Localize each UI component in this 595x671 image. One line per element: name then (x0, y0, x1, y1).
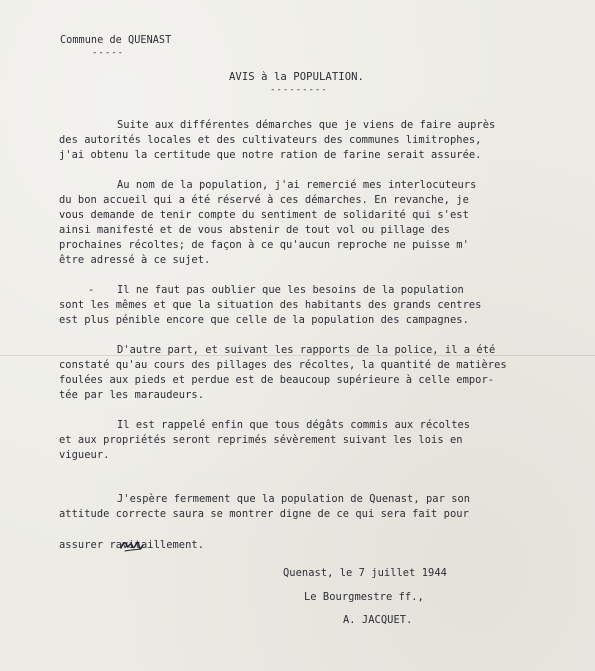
body-line: foulées aux pieds et perdue est de beaucoup supérieure à celle empor- (59, 374, 495, 386)
signatory-name: A. JACQUET. (343, 614, 413, 626)
signatory-role: Le Bourgmestre ff., (304, 591, 424, 603)
body-line: Il est rappelé enfin que tous dégâts commis aux récoltes (117, 419, 471, 431)
body-line: prochaines récoltes; de façon à ce qu'aucun reproche ne puisse m' (59, 239, 469, 251)
body-line: Suite aux différentes démarches que je viens de faire auprès (117, 119, 496, 131)
body-line: Il ne faut pas oublier que les besoins de la population (117, 284, 464, 296)
place-date: Quenast, le 7 juillet 1944 (283, 567, 447, 579)
body-line: vous demande de tenir compte du sentiment de solidarité qui s'est (59, 209, 469, 221)
handwritten-correction-mark (119, 536, 145, 554)
body-line: est plus pénible encore que celle de la population des campagnes. (59, 314, 469, 326)
body-line: constaté qu'au cours des pillages des récoltes, la quantité de matières (59, 359, 507, 371)
body-line: Au nom de la population, j'ai remercié mes interlocuteurs (117, 179, 477, 191)
body-line: attitude correcte saura se montrer digne de ce qui sera fait pour (59, 508, 469, 520)
body-line: j'ai obtenu la certitude que notre ration de farine serait assurée. (59, 149, 482, 161)
commune-underline: ----- (92, 48, 125, 58)
body-line: J'espère fermement que la population de Quenast, par son (117, 493, 471, 505)
body-line: sont les mêmes et que la situation des habitants des grands centres (59, 299, 482, 311)
body-line: D'autre part, et suivant les rapports de la police, il a été (117, 344, 496, 356)
body-line: du bon accueil qui a été réservé à ces démarches. En revanche, je (59, 194, 469, 206)
body-line: tée par les maraudeurs. (59, 389, 205, 401)
body-line: être adressé à ce sujet. (59, 254, 211, 266)
body-line: ainsi manifesté et de vous abstenir de tout vol ou pillage des (59, 224, 450, 236)
body-line: et aux propriétés seront reprimés sévèrement suivant les lois en (59, 434, 463, 446)
body-line: assurer ravitaillement. (59, 539, 205, 551)
body-line: vigueur. (59, 449, 110, 461)
notice-title: AVIS à la POPULATION. (229, 71, 364, 83)
paragraph-dash: - (88, 284, 95, 296)
body-line: des autorités locales et des cultivateurs des communes limitrophes, (59, 134, 482, 146)
commune-heading: Commune de QUENAST (60, 35, 172, 46)
title-underline: --------- (270, 85, 328, 95)
